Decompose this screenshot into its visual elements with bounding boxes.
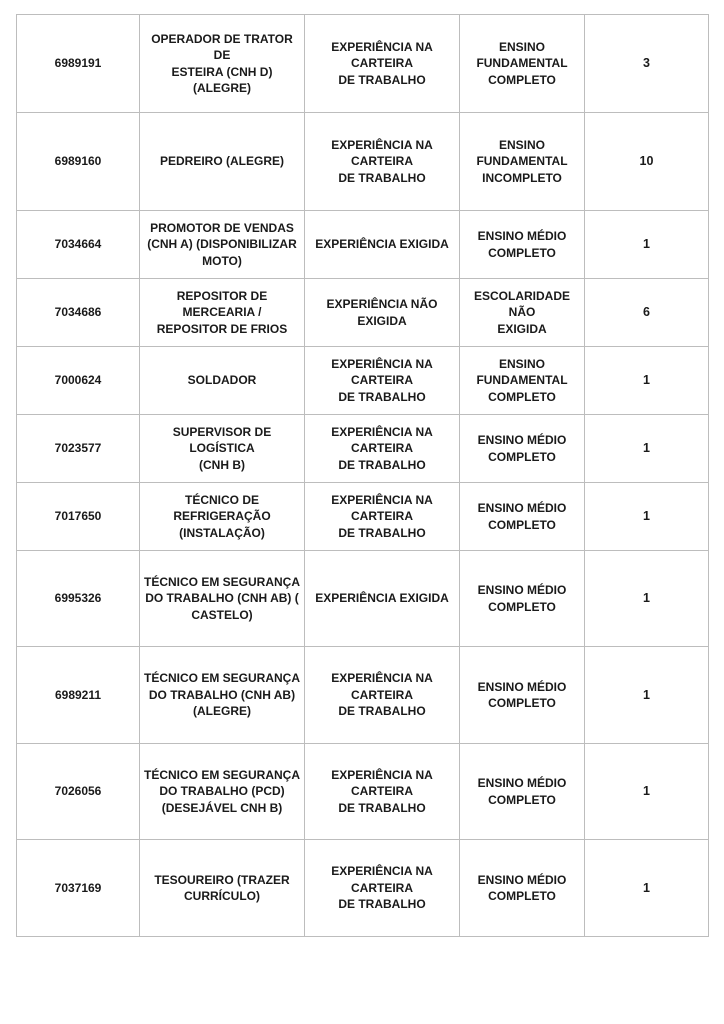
- job-code-cell: 7023577: [17, 415, 140, 483]
- table-body: [17, 15, 709, 937]
- vacancies-cell: 1: [585, 551, 709, 647]
- job-code-cell: 7034664: [17, 211, 140, 279]
- occupation-cell: PEDREIRO (ALEGRE): [140, 113, 305, 211]
- vacancies-cell: 10: [585, 113, 709, 211]
- job-code-cell: 7017650: [17, 483, 140, 551]
- job-code-cell: 7034686: [17, 279, 140, 347]
- vacancies-cell: 1: [585, 211, 709, 279]
- occupation-cell: TÉCNICO EM SEGURANÇA DO TRABALHO (CNH AB) ( CASTELO): [140, 551, 305, 647]
- occupation-cell: TESOUREIRO (TRAZER CURRÍCULO): [140, 840, 305, 937]
- table-row: [17, 211, 709, 279]
- experience-cell: EXPERIÊNCIA NA CARTEIRA DE TRABALHO: [305, 415, 460, 483]
- job-code-cell: 6989160: [17, 113, 140, 211]
- job-code-cell: 7037169: [17, 840, 140, 937]
- experience-cell: EXPERIÊNCIA NA CARTEIRA DE TRABALHO: [305, 744, 460, 840]
- vacancies-cell: 6: [585, 279, 709, 347]
- education-cell: ENSINO FUNDAMENTAL COMPLETO: [460, 347, 585, 415]
- experience-cell: EXPERIÊNCIA NA CARTEIRA DE TRABALHO: [305, 347, 460, 415]
- occupation-cell: TÉCNICO EM SEGURANÇA DO TRABALHO (CNH AB) (ALEGRE): [140, 647, 305, 744]
- job-code-cell: 7026056: [17, 744, 140, 840]
- vacancies-cell: 1: [585, 483, 709, 551]
- table-row: [17, 483, 709, 551]
- education-cell: ENSINO MÉDIO COMPLETO: [460, 744, 585, 840]
- education-cell: ENSINO MÉDIO COMPLETO: [460, 211, 585, 279]
- job-code-cell: 6989211: [17, 647, 140, 744]
- vacancies-cell: 1: [585, 415, 709, 483]
- vacancies-cell: 1: [585, 347, 709, 415]
- experience-cell: EXPERIÊNCIA NÃO EXIGIDA: [305, 279, 460, 347]
- experience-cell: EXPERIÊNCIA NA CARTEIRA DE TRABALHO: [305, 15, 460, 113]
- experience-cell: EXPERIÊNCIA EXIGIDA: [305, 211, 460, 279]
- job-code-cell: 6995326: [17, 551, 140, 647]
- experience-cell: EXPERIÊNCIA NA CARTEIRA DE TRABALHO: [305, 647, 460, 744]
- education-cell: ENSINO FUNDAMENTAL COMPLETO: [460, 15, 585, 113]
- education-cell: ENSINO FUNDAMENTAL INCOMPLETO: [460, 113, 585, 211]
- table-row: [17, 840, 709, 937]
- table-row: [17, 347, 709, 415]
- table-row: [17, 647, 709, 744]
- occupation-cell: TÉCNICO EM SEGURANÇA DO TRABALHO (PCD) (DESEJÁVEL CNH B): [140, 744, 305, 840]
- education-cell: ESCOLARIDADE NÃO EXIGIDA: [460, 279, 585, 347]
- table-row: [17, 744, 709, 840]
- occupation-cell: REPOSITOR DE MERCEARIA / REPOSITOR DE FRIOS: [140, 279, 305, 347]
- vacancies-cell: 1: [585, 840, 709, 937]
- table-row: [17, 415, 709, 483]
- job-code-cell: 7000624: [17, 347, 140, 415]
- vacancies-cell: 1: [585, 647, 709, 744]
- education-cell: ENSINO MÉDIO COMPLETO: [460, 551, 585, 647]
- occupation-cell: SOLDADOR: [140, 347, 305, 415]
- education-cell: ENSINO MÉDIO COMPLETO: [460, 415, 585, 483]
- table-row: [17, 15, 709, 113]
- vacancies-cell: 3: [585, 15, 709, 113]
- table-row: [17, 113, 709, 211]
- job-vacancies-table: [16, 14, 709, 937]
- occupation-cell: OPERADOR DE TRATOR DE ESTEIRA (CNH D) (ALEGRE): [140, 15, 305, 113]
- job-code-cell: 6989191: [17, 15, 140, 113]
- vacancies-cell: 1: [585, 744, 709, 840]
- experience-cell: EXPERIÊNCIA NA CARTEIRA DE TRABALHO: [305, 483, 460, 551]
- education-cell: ENSINO MÉDIO COMPLETO: [460, 647, 585, 744]
- education-cell: ENSINO MÉDIO COMPLETO: [460, 840, 585, 937]
- occupation-cell: TÉCNICO DE REFRIGERAÇÃO (INSTALAÇÃO): [140, 483, 305, 551]
- table-row: [17, 551, 709, 647]
- occupation-cell: PROMOTOR DE VENDAS (CNH A) (DISPONIBILIZAR MOTO): [140, 211, 305, 279]
- experience-cell: EXPERIÊNCIA NA CARTEIRA DE TRABALHO: [305, 113, 460, 211]
- experience-cell: EXPERIÊNCIA EXIGIDA: [305, 551, 460, 647]
- table-row: [17, 279, 709, 347]
- education-cell: ENSINO MÉDIO COMPLETO: [460, 483, 585, 551]
- experience-cell: EXPERIÊNCIA NA CARTEIRA DE TRABALHO: [305, 840, 460, 937]
- occupation-cell: SUPERVISOR DE LOGÍSTICA (CNH B): [140, 415, 305, 483]
